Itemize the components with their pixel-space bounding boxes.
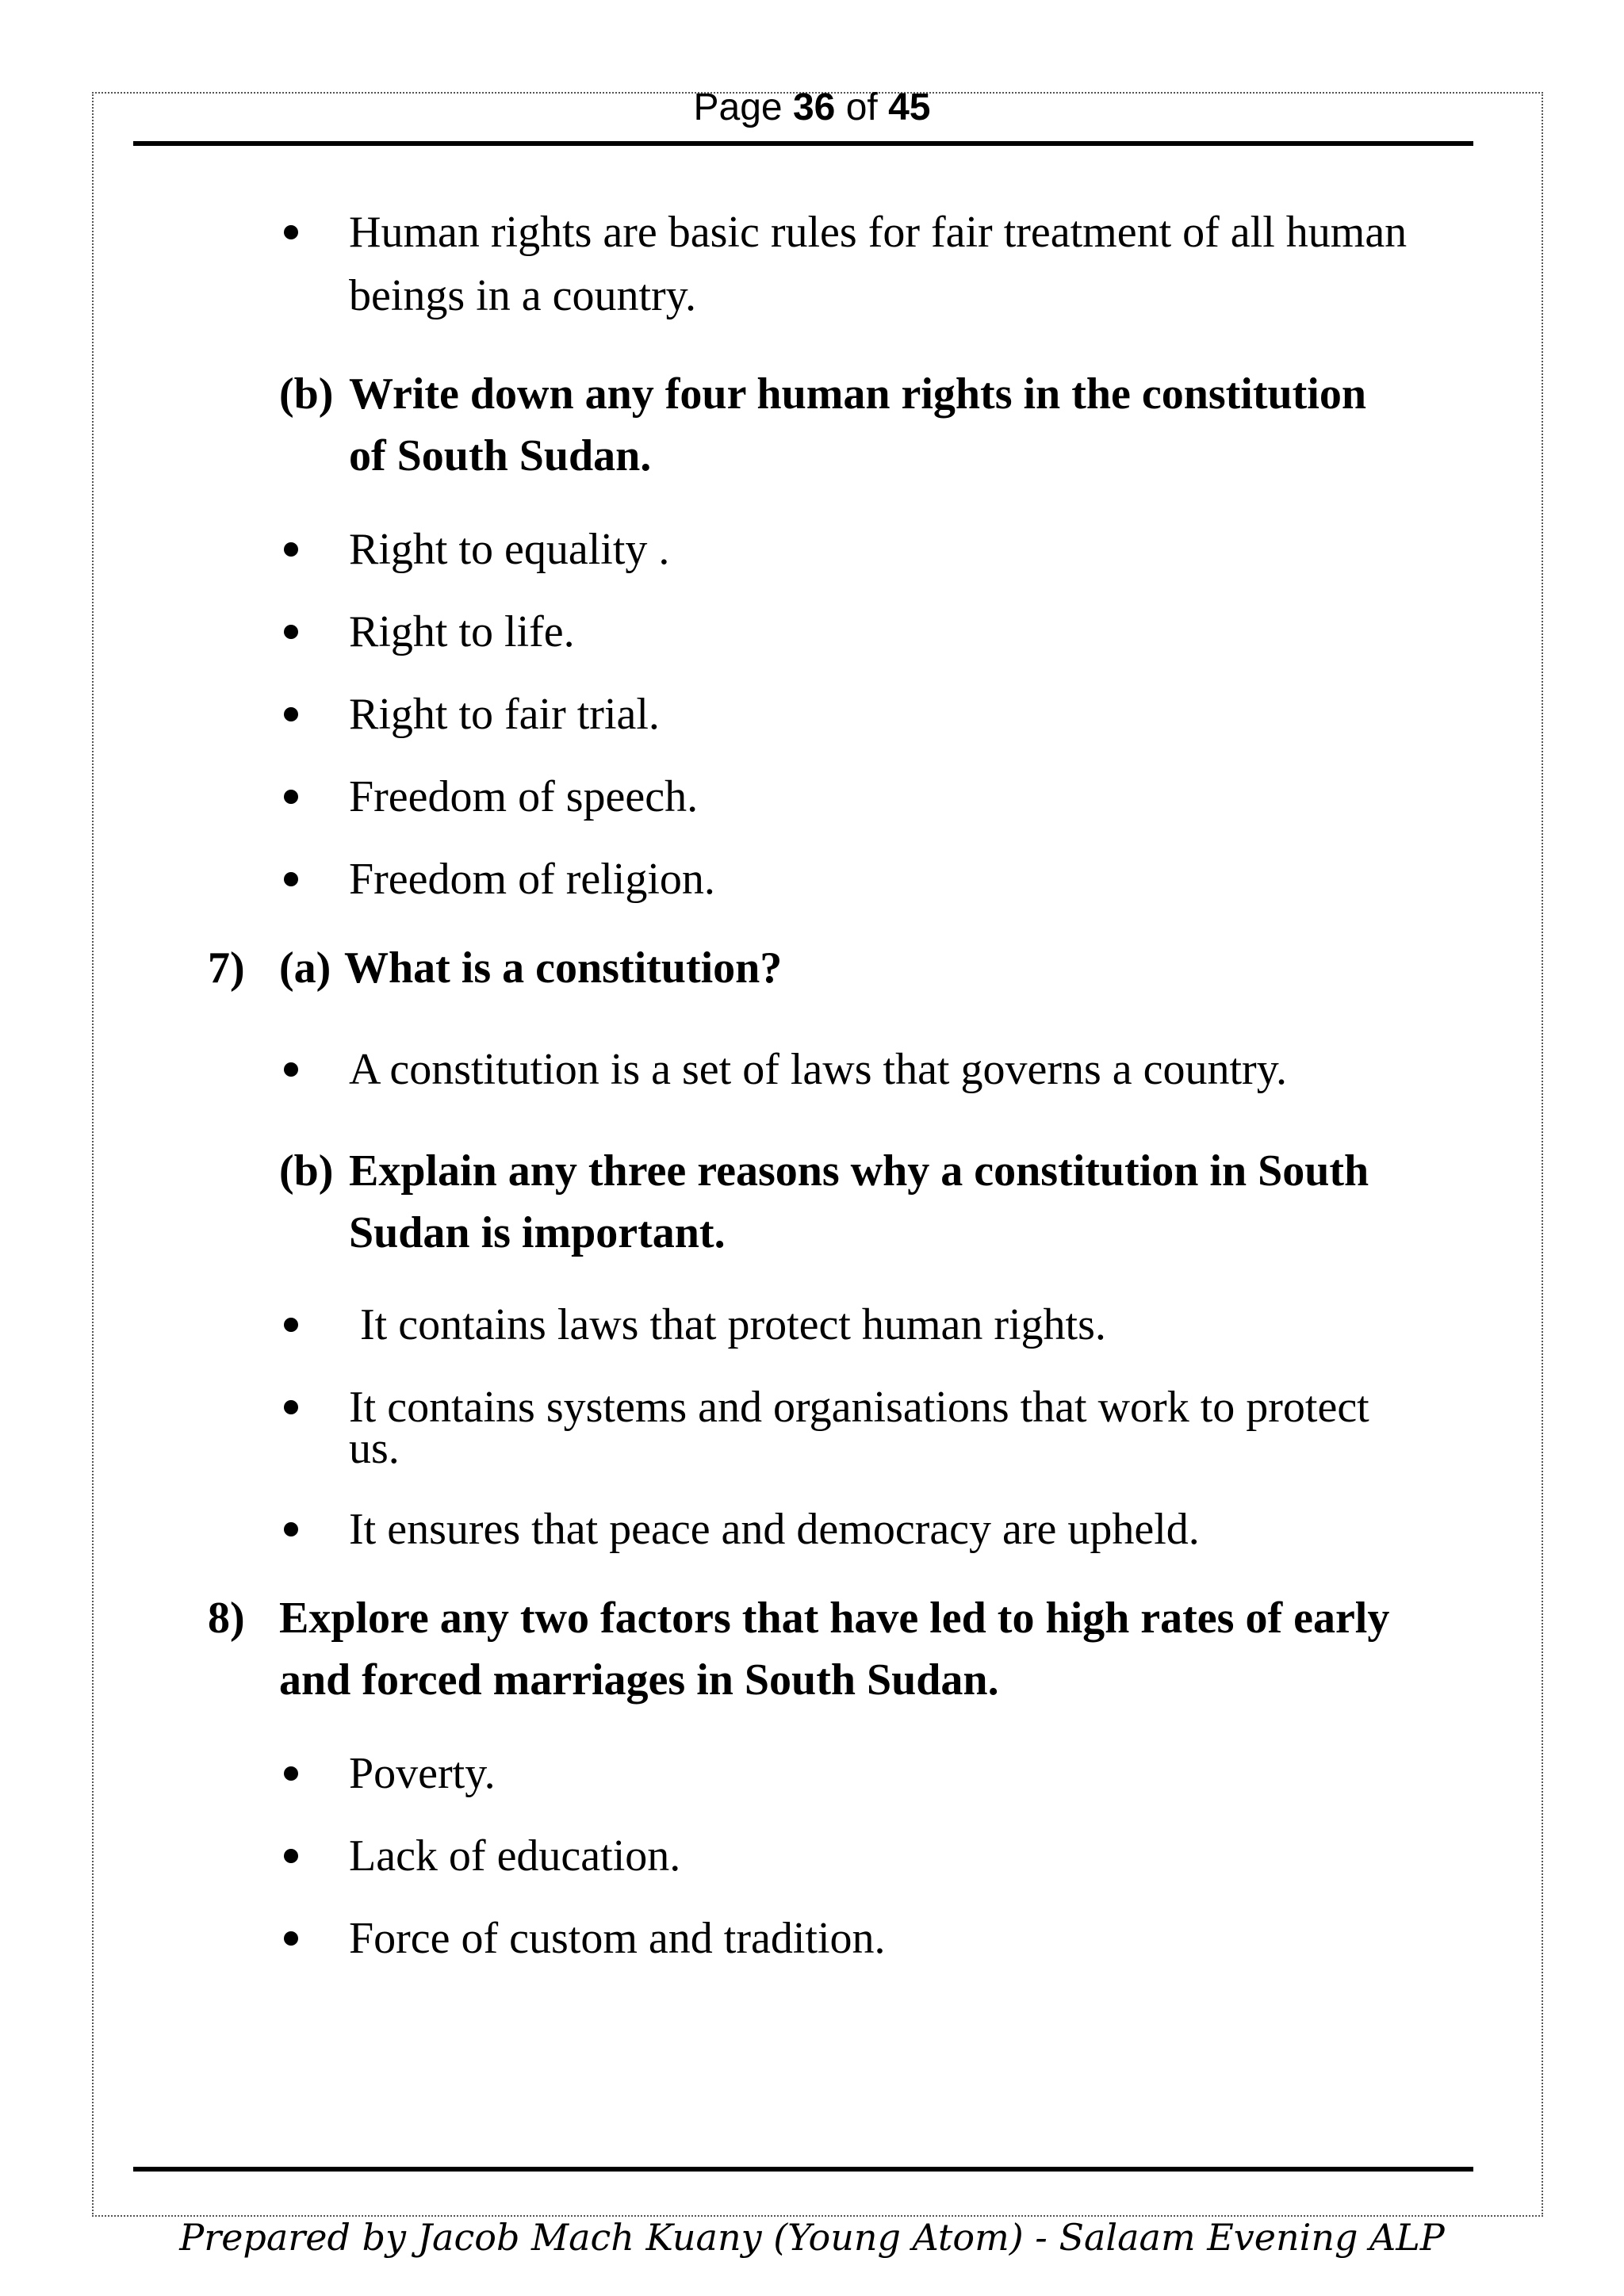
question-text: Sudan is important. xyxy=(349,1208,726,1257)
question-text: and forced marriages in South Sudan. xyxy=(279,1655,999,1705)
bullet-icon xyxy=(284,1931,298,1946)
page-prefix: Page xyxy=(693,86,783,128)
list-item-text: Lack of education. xyxy=(349,1831,681,1881)
bullet-icon xyxy=(284,542,298,557)
list-item-text: Human rights are basic rules for fair treatment of all human xyxy=(349,208,1408,257)
list-item-text: A constitution is a set of laws that governs a country. xyxy=(349,1045,1288,1094)
list-item-text: Freedom of religion. xyxy=(349,855,715,904)
list-item-text: Freedom of speech. xyxy=(349,772,699,821)
list-item-text: It contains laws that protect human rights. xyxy=(349,1300,1106,1349)
list-item-text: It contains systems and organisations that work to protect xyxy=(349,1383,1369,1432)
footer-rule xyxy=(133,2167,1473,2172)
bullet-icon xyxy=(284,1766,298,1781)
question-label: (b) xyxy=(279,369,334,419)
list-item-text: beings in a country. xyxy=(349,271,697,320)
list-item-text: Right to life. xyxy=(349,607,575,656)
question-label: (b) xyxy=(279,1146,334,1196)
page-current: 36 xyxy=(792,86,836,128)
bullet-icon xyxy=(284,1400,298,1414)
list-item-text: Right to equality . xyxy=(349,525,670,574)
question-number: 8) xyxy=(208,1594,245,1643)
bullet-icon xyxy=(284,1522,298,1536)
list-item-text: Force of custom and tradition. xyxy=(349,1914,886,1963)
bullet-icon xyxy=(284,1849,298,1863)
list-item-text: Poverty. xyxy=(349,1749,496,1798)
bullet-icon xyxy=(284,707,298,721)
question-number: 7) xyxy=(208,943,245,993)
list-item-text: It ensures that peace and democracy are upheld. xyxy=(349,1505,1200,1554)
question-text: Explore any two factors that have led to high rates of early xyxy=(279,1594,1390,1643)
bullet-icon xyxy=(284,1062,298,1077)
footer-credit: Prepared by Jacob Mach Kuany (Young Atom) - Salaam Evening ALP xyxy=(179,2216,1445,2259)
question-text: Explain any three reasons why a constitution in South xyxy=(349,1146,1369,1196)
bullet-icon xyxy=(284,1318,298,1332)
question-text: of South Sudan. xyxy=(349,431,652,480)
bullet-icon xyxy=(284,790,298,804)
list-item-text: Right to fair trial. xyxy=(349,690,660,739)
question-label: (a) xyxy=(279,943,331,993)
page-of: of xyxy=(845,86,878,128)
list-item-text: us. xyxy=(349,1424,400,1473)
bullet-icon xyxy=(284,225,298,239)
question-text: Write down any four human rights in the constitution xyxy=(349,369,1366,419)
page-total: 45 xyxy=(888,86,931,128)
bullet-icon xyxy=(284,872,298,886)
question-text: What is a constitution? xyxy=(344,943,783,993)
bullet-icon xyxy=(284,625,298,639)
